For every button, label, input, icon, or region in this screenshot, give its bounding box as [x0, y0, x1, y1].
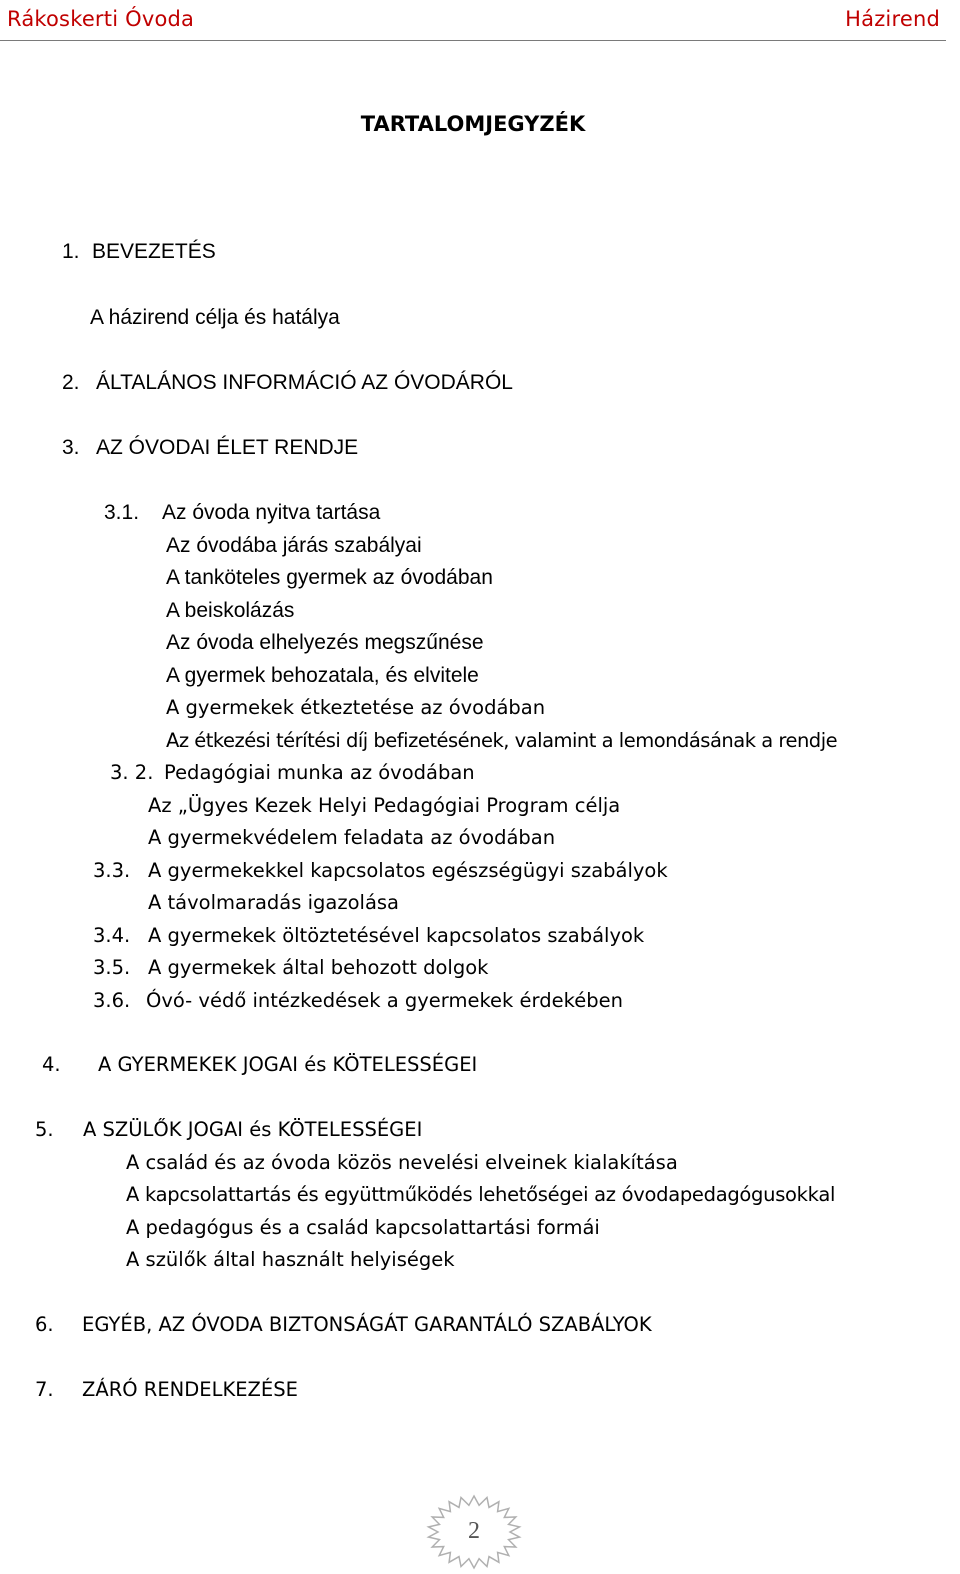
toc-subentry[interactable]: A gyermek behozatala, és elvitele — [166, 664, 479, 687]
toc-number: 2. — [62, 371, 80, 394]
toc-entry-3[interactable] — [62, 436, 359, 460]
toc-subentry[interactable]: A szülők által használt helyiségek — [126, 1248, 455, 1271]
toc-number: 3. 2. — [110, 761, 154, 784]
toc-number: 7. — [35, 1378, 54, 1401]
toc-number: 6. — [35, 1313, 54, 1336]
header-document-name: Házirend — [845, 7, 940, 31]
toc-entry-6[interactable] — [35, 1313, 652, 1337]
toc-subentry[interactable]: Az óvodába járás szabályai — [166, 534, 422, 557]
toc-entry-3-2[interactable] — [110, 761, 475, 785]
toc-text: Az óvoda nyitva tartása — [162, 501, 381, 524]
toc-subentry[interactable]: A beiskolázás — [166, 599, 295, 622]
toc-subentry[interactable]: A gyermekvédelem feladata az óvodában — [148, 826, 556, 849]
toc-text: A gyermekek által behozott dolgok — [148, 956, 489, 979]
toc-entry-4[interactable] — [42, 1053, 478, 1077]
toc-subentry[interactable]: A gyermekek étkeztetése az óvodában — [166, 696, 546, 719]
toc-text: Óvó- védő intézkedések a gyermekek érdekében — [146, 989, 623, 1012]
page-number: 2 — [468, 1518, 480, 1544]
toc-entry-1[interactable] — [62, 240, 216, 264]
toc-subentry[interactable]: A tanköteles gyermek az óvodában — [166, 566, 493, 589]
toc-number: 4. — [42, 1053, 61, 1076]
toc-subentry[interactable]: A távolmaradás igazolása — [148, 891, 400, 914]
toc-text: A gyermekek öltöztetésével kapcsolatos szabályok — [148, 924, 645, 947]
header-rule — [0, 40, 946, 41]
toc-text: A GYERMEKEK JOGAI és KÖTELESSÉGEI — [98, 1053, 478, 1076]
page-number-badge — [418, 1490, 530, 1570]
toc-subentry[interactable]: Az étkezési térítési díj befizetésének, valamint a lemondásának a rendje — [166, 729, 838, 752]
toc-number: 3.1. — [104, 501, 140, 524]
toc-number: 1. — [62, 240, 80, 263]
header-school-name: Rákoskerti Óvoda — [7, 7, 195, 31]
toc-entry-1a[interactable]: A házirend célja és hatálya — [90, 306, 340, 329]
toc-text: A gyermekekkel kapcsolatos egészségügyi szabályok — [148, 859, 668, 882]
toc-entry-5[interactable] — [35, 1118, 423, 1142]
toc-text: EGYÉB, AZ ÓVODA BIZTONSÁGÁT GARANTÁLÓ SZABÁLYOK — [82, 1313, 652, 1336]
toc-entry-3-4[interactable] — [93, 924, 645, 948]
toc-entry-7[interactable] — [35, 1378, 298, 1402]
toc-entry-2[interactable] — [62, 371, 513, 395]
toc-text: A SZÜLŐK JOGAI és KÖTELESSÉGEI — [83, 1118, 423, 1141]
toc-text: ÁLTALÁNOS INFORMÁCIÓ AZ ÓVODÁRÓL — [96, 371, 513, 394]
toc-entry-3-5[interactable] — [93, 956, 489, 980]
toc-entry-3-1[interactable] — [104, 501, 381, 525]
toc-number: 5. — [35, 1118, 54, 1141]
toc-subentry[interactable]: Az óvoda elhelyezés megszűnése — [166, 631, 484, 654]
toc-number: 3. — [62, 436, 80, 459]
toc-subentry[interactable]: Az „Ügyes Kezek Helyi Pedagógiai Program célja — [148, 794, 621, 817]
toc-text: AZ ÓVODAI ÉLET RENDJE — [96, 436, 359, 459]
toc-number: 3.5. — [93, 956, 131, 979]
page-header — [0, 0, 960, 42]
toc-entry-3-3[interactable] — [93, 859, 668, 883]
toc-number: 3.6. — [93, 989, 131, 1012]
toc-number: 3.3. — [93, 859, 131, 882]
toc-subentry[interactable]: A család és az óvoda közös nevelési elveinek kialakítása — [126, 1151, 678, 1174]
toc-number: 3.4. — [93, 924, 131, 947]
toc-subentry[interactable]: A kapcsolattartás és együttműködés lehetőségei az óvodapedagógusokkal — [126, 1183, 836, 1206]
toc-entry-3-6[interactable] — [93, 989, 623, 1013]
toc-subentry[interactable]: A pedagógus és a család kapcsolattartási formái — [126, 1216, 600, 1239]
toc-text: BEVEZETÉS — [92, 240, 216, 263]
toc-text: ZÁRÓ RENDELKEZÉSE — [82, 1378, 298, 1401]
toc-text: Pedagógiai munka az óvodában — [164, 761, 475, 784]
toc-title: TARTALOMJEGYZÉK — [360, 112, 586, 136]
